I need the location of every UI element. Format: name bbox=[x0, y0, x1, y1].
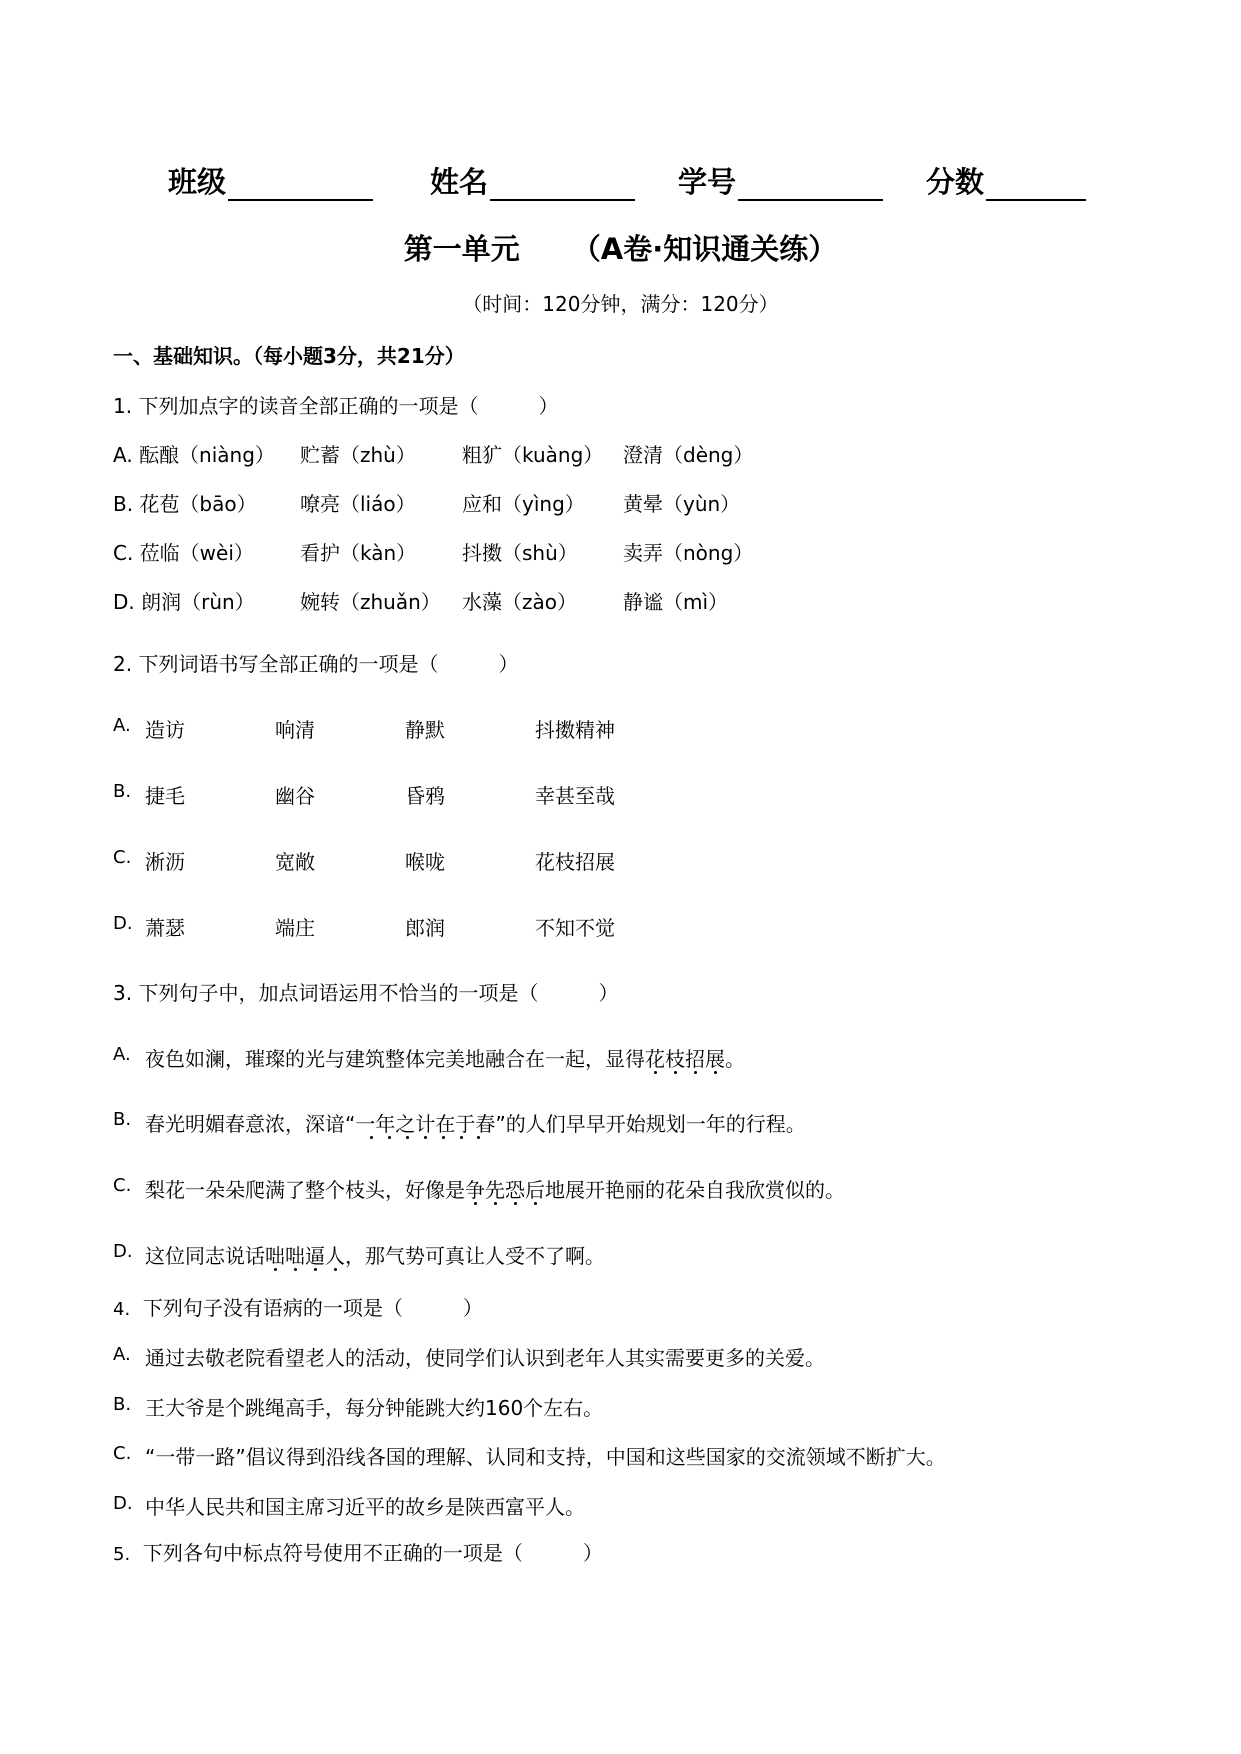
class-blank[interactable] bbox=[228, 169, 373, 201]
q1-option-c-word-1: C. 莅临（wèi） bbox=[113, 541, 254, 565]
q4-option-d-mark: D. bbox=[113, 1493, 133, 1514]
q3-option-b-mark: B. bbox=[113, 1109, 132, 1130]
section-heading: 一、基础知识。（每小题3分，共21分） bbox=[113, 344, 465, 368]
q3-option-b-sentence bbox=[145, 1108, 806, 1137]
q2-option-c-word-3: 喉咙 bbox=[405, 850, 445, 874]
sentence-text: ，那气势可真让人受不了啊。 bbox=[345, 1244, 605, 1268]
q2-option-a-word-2: 响清 bbox=[275, 718, 315, 742]
q2-option-b-word-3: 昏鸦 bbox=[405, 784, 445, 808]
q1-option-c-word-4: 卖弄（nòng） bbox=[623, 541, 754, 565]
q2-option-d-mark: D. bbox=[113, 913, 133, 934]
q5-number: 5. bbox=[113, 1544, 131, 1565]
name-label: 姓名 bbox=[430, 165, 489, 199]
q1-option-a-word-2: 贮蓄（zhù） bbox=[300, 443, 416, 467]
emphasized-text: 争先恐后 bbox=[465, 1178, 545, 1202]
q2-option-c-mark: C. bbox=[113, 847, 132, 868]
volume-title: （A卷·知识通关练） bbox=[571, 232, 838, 266]
q1-option-b-word-4: 黄晕（yùn） bbox=[623, 492, 741, 516]
q2-option-b-word-1: 捷毛 bbox=[145, 784, 185, 808]
q2-option-a-word-4: 抖擞精神 bbox=[535, 718, 615, 742]
q3-option-a-mark: A. bbox=[113, 1044, 131, 1065]
q3-option-c-mark: C. bbox=[113, 1175, 132, 1196]
q1-option-b-word-2: 嘹亮（liáo） bbox=[300, 492, 416, 516]
q2-stem: 2. 下列词语书写全部正确的一项是（ ） bbox=[113, 652, 519, 676]
emphasized-phrase bbox=[465, 1174, 545, 1203]
score-label: 分数 bbox=[926, 165, 985, 199]
emphasized-text: 咄咄逼人 bbox=[265, 1244, 345, 1268]
q3-option-d-sentence bbox=[145, 1240, 605, 1269]
q2-option-c-word-1: 淅沥 bbox=[145, 850, 185, 874]
q1-stem: 1. 下列加点字的读音全部正确的一项是（ ） bbox=[113, 394, 559, 418]
name-blank[interactable] bbox=[490, 169, 635, 201]
q5-text: 下列各句中标点符号使用不正确的一项是（ ） bbox=[142, 1541, 603, 1565]
q4-option-a-mark: A. bbox=[113, 1344, 131, 1365]
q1-option-c-word-2: 看护（kàn） bbox=[300, 541, 417, 565]
q2-option-d-word-4: 不知不觉 bbox=[535, 916, 615, 940]
q1-option-d-word-3: 水藻（zào） bbox=[462, 590, 577, 614]
q1-option-d-word-4: 静谧（mì） bbox=[623, 590, 729, 614]
id-field bbox=[678, 160, 883, 201]
q2-option-b-mark: B. bbox=[113, 781, 132, 802]
q4-stem bbox=[113, 1292, 483, 1321]
emphasized-text: “一年之计在于春” bbox=[345, 1112, 506, 1136]
q4-option-c-mark: C. bbox=[113, 1443, 132, 1464]
q2-option-c-word-2: 宽敞 bbox=[275, 850, 315, 874]
q1-option-b-word-3: 应和（yìng） bbox=[462, 492, 585, 516]
exam-info: （时间：120分钟，满分：120分） bbox=[462, 292, 779, 316]
id-blank[interactable] bbox=[738, 169, 883, 201]
emphasized-phrase bbox=[345, 1108, 506, 1137]
class-field bbox=[168, 160, 373, 201]
name-field bbox=[430, 160, 635, 201]
emphasized-text: 花枝招展 bbox=[645, 1047, 725, 1071]
id-label: 学号 bbox=[678, 165, 737, 199]
q3-option-c-sentence bbox=[145, 1174, 845, 1203]
sentence-text: 这位同志说话 bbox=[145, 1244, 265, 1268]
q1-option-c-word-3: 抖擞（shù） bbox=[462, 541, 578, 565]
q4-option-b-text: 王大爷是个跳绳高手，每分钟能跳大约160个左右。 bbox=[145, 1396, 604, 1420]
q3-option-a-sentence bbox=[145, 1043, 745, 1072]
q2-option-d-word-3: 郎润 bbox=[405, 916, 445, 940]
q2-option-b-word-4: 幸甚至哉 bbox=[535, 784, 615, 808]
q4-option-a-text: 通过去敬老院看望老人的活动，使同学们认识到老年人其实需要更多的关爱。 bbox=[145, 1346, 825, 1370]
q4-number: 4. bbox=[113, 1299, 131, 1320]
q1-option-d-word-1: D. 朗润（rùn） bbox=[113, 590, 255, 614]
q2-option-c-word-4: 花枝招展 bbox=[535, 850, 615, 874]
sentence-text: 的人们早早开始规划一年的行程。 bbox=[505, 1112, 806, 1136]
q4-option-c-text: “一带一路”倡议得到沿线各国的理解、认同和支持，中国和这些国家的交流领域不断扩大。 bbox=[145, 1445, 946, 1469]
q2-option-a-word-3: 静默 bbox=[405, 718, 445, 742]
sentence-text: 。 bbox=[725, 1047, 745, 1071]
sentence-text: 夜色如澜，璀璨的光与建筑整体完美地融合在一起，显得 bbox=[145, 1047, 645, 1071]
sentence-text: 梨花一朵朵爬满了整个枝头，好像是 bbox=[145, 1178, 465, 1202]
q4-option-d-text: 中华人民共和国主席习近平的故乡是陕西富平人。 bbox=[145, 1495, 585, 1519]
q2-option-d-word-1: 萧瑟 bbox=[145, 916, 185, 940]
score-blank[interactable] bbox=[986, 169, 1086, 201]
score-field bbox=[926, 160, 1086, 201]
sentence-text: 春光明媚春意浓，深谙 bbox=[145, 1112, 345, 1136]
page-title bbox=[0, 227, 1241, 268]
q3-stem: 3. 下列句子中，加点词语运用不恰当的一项是（ ） bbox=[113, 981, 619, 1005]
q5-stem bbox=[113, 1537, 603, 1566]
class-label: 班级 bbox=[168, 165, 227, 199]
q4-text: 下列句子没有语病的一项是（ ） bbox=[142, 1296, 483, 1320]
q4-option-b-mark: B. bbox=[113, 1394, 132, 1415]
q1-option-a-word-4: 澄清（dèng） bbox=[623, 443, 754, 467]
q1-option-a-word-3: 粗犷（kuàng） bbox=[462, 443, 604, 467]
sentence-text: 地展开艳丽的花朵自我欣赏似的。 bbox=[545, 1178, 845, 1202]
emphasized-phrase bbox=[265, 1240, 345, 1269]
q2-option-d-word-2: 端庄 bbox=[275, 916, 315, 940]
q2-option-b-word-2: 幽谷 bbox=[275, 784, 315, 808]
q2-option-a-mark: A. bbox=[113, 715, 131, 736]
q1-option-a-word-1: A. 酝酿（niàng） bbox=[113, 443, 275, 467]
emphasized-phrase bbox=[645, 1043, 725, 1072]
q3-option-d-mark: D. bbox=[113, 1241, 133, 1262]
q1-option-d-word-2: 婉转（zhuǎn） bbox=[300, 590, 441, 614]
q2-option-a-word-1: 造访 bbox=[145, 718, 185, 742]
q1-option-b-word-1: B. 花苞（bāo） bbox=[113, 492, 257, 516]
unit-title: 第一单元 bbox=[403, 232, 520, 266]
